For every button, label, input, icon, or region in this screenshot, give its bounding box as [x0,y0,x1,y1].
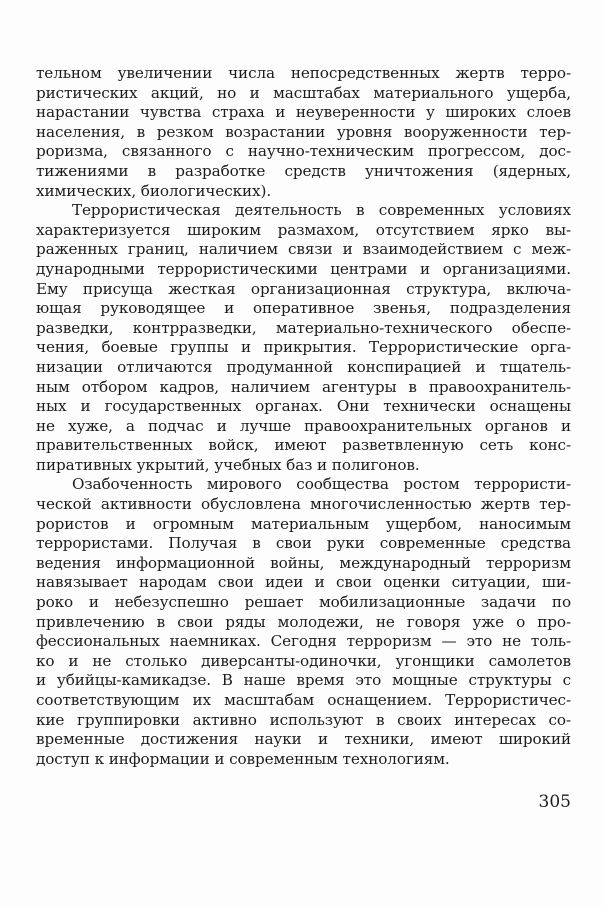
text-line: населения, в резком возрастании уровня вооруженности тер- [36,122,571,141]
text-line: тельном увеличении числа непосредственных жертв терро- [36,64,571,82]
text-line: доступ к информации и современным технологиям. [36,749,450,768]
text-line: соответствующим их масштабам оснащением. Террористичес- [36,691,571,709]
text-line: правительственных войск, имеют разветвленную сеть конс- [36,436,571,455]
text-line: Террористическая деятельность в современных условиях [72,201,571,220]
text-line: дународными террористическими центрами и организациями. [36,259,571,278]
text-line: ным отбором кадров, наличием агентуры в правоохранитель- [36,377,571,396]
text-line: ющая руководящее и оперативное звенья, подразделения [36,299,571,318]
text-line: чения, боевые группы и прикрытия. Террористические орга- [36,338,571,357]
text-line: химических, биологических). [36,181,272,200]
text-line: нарастании чувства страха и неуверенности у широких слоев [36,103,571,122]
text-line: раженных границ, наличием связи и взаимодействием с меж- [36,240,571,259]
paragraph [36,64,571,201]
text-line: не хуже, а подчас и лучше правоохранительных органов и [36,416,571,435]
text-line: ных и государственных органах. Они технически оснащены [36,397,571,416]
text-line: Озабоченность мирового сообщества ростом террористи- [72,475,571,494]
text-line: характеризуется широким размахом, отсутствием ярко вы- [36,220,571,239]
paragraph [36,475,571,769]
text-line: временные достижения науки и техники, имеют широкий [36,730,571,749]
text-line: роризма, связанного с научно-техническим прогрессом, дос- [36,142,571,161]
text-line: Ему присуща жесткая организационная структура, включа- [36,279,571,298]
text-line: кие группировки активно используют в своих интересах со- [36,710,571,729]
text-line: фессиональных наемниках. Сегодня терроризм — это не толь- [36,632,571,651]
text-line: ко и не столько диверсанты-одиночки, угонщики самолетов [36,651,571,670]
body-text [36,64,571,769]
text-line: низации отличаются продуманной конспирацией и тщатель- [36,357,571,376]
text-line: ристических акций, но и масштабах материального ущерба, [36,83,571,102]
text-line: рористов и огромным материальным ущербом, наносимым [36,514,571,533]
text-line: тижениями в разработке средств уничтожения (ядерных, [36,161,571,180]
text-line: навязывает народам свои идеи и свои оценки ситуации, ши- [36,573,571,592]
text-line: и убийцы-камикадзе. В наше время это мощные структуры с [36,671,571,690]
text-line: ческой активности обусловлена многочисленностью жертв тер- [36,495,571,514]
page-number: 305 [538,792,571,812]
text-line: ведения информационной войны, международный терроризм [36,553,571,572]
text-line: привлечению в свои ряды молодежи, не говоря уже о про- [36,612,571,631]
text-line: террористами. Получая в свои руки современные средства [36,534,571,553]
text-line: пиративных укрытий, учебных баз и полигонов. [36,455,420,474]
text-line: роко и небезуспешно решает мобилизационные задачи по [36,593,571,612]
text-line: разведки, контрразведки, материально-технического обеспе- [36,318,571,337]
paragraph [36,201,571,475]
